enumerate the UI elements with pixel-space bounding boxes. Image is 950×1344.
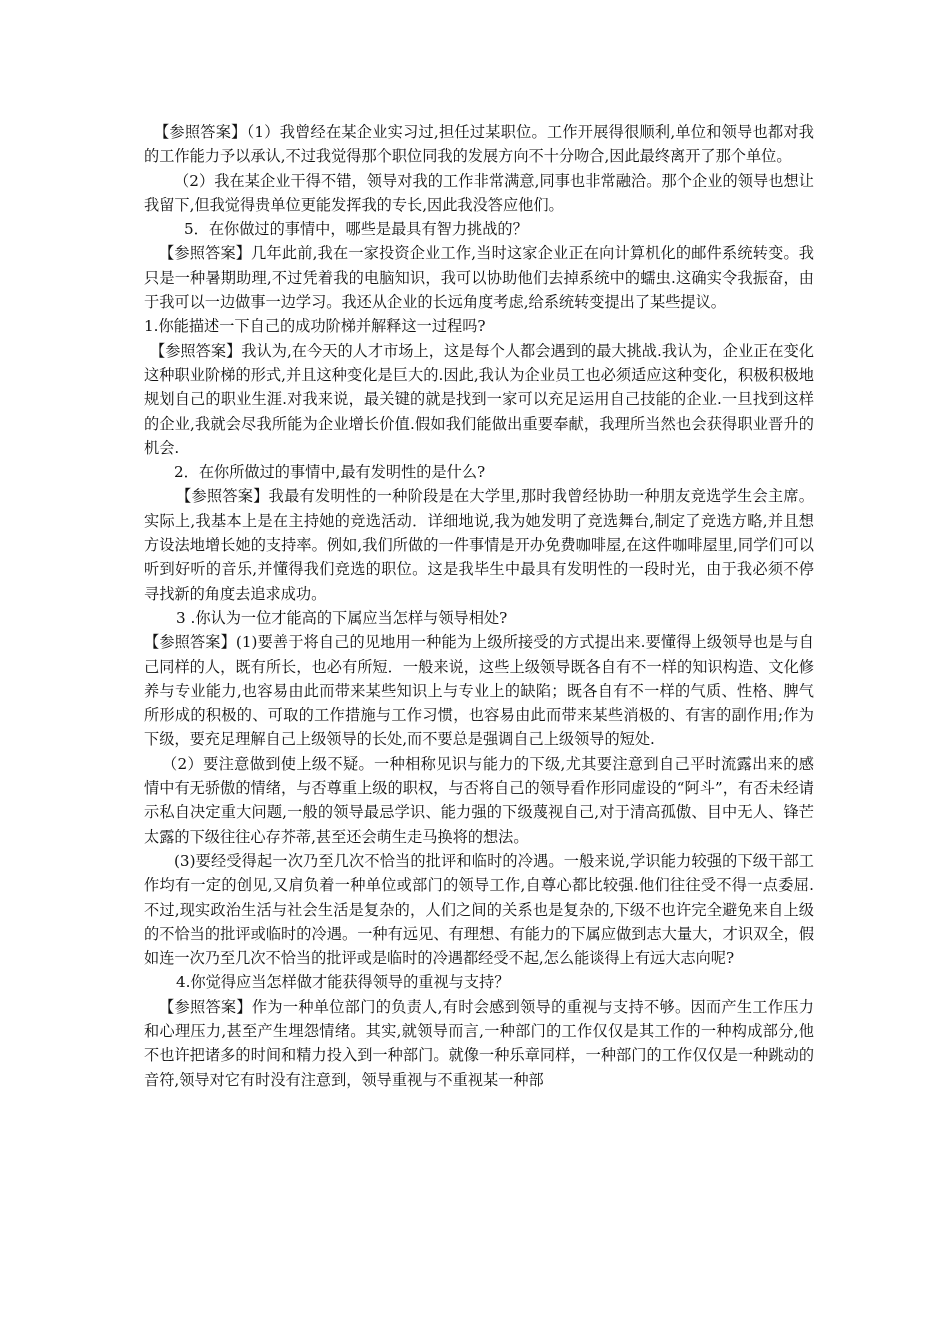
answer-paragraph-6: 【参照答案】(1)要善于将自己的见地用一种能为上级所接受的方式提出来.要懂得上级领导也是与自己同样的人，既有所长，也必有所短．一般来说，这些上级领导既各自有不一样的知识构造、文化修养与专业能力,也容易由此而带来某些知识上与专业上的缺陷；既各自有不一样的气质、性格、脾气所形成的积极的、可取的工作措施与工作习惯，也容易由此而带来某些消极的、有害的副作用;作为下级，要充足理解自己上级领导的长处,而不要总是强调自己上级领导的短处. <box>144 633 814 749</box>
answer-paragraph-3: 【参照答案】几年此前,我在一家投资企业工作,当时这家企业正在向计算机化的邮件系统转变。我只是一种暑期助理,不过凭着我的电脑知识，我可以协助他们去掉系统中的蠕虫.这确实令我振奋，由于我可以一边做事一边学习。我还从企业的长远角度考虑,给系统转变提出了某些提议。 <box>144 244 814 312</box>
question-1: 1.你能描述一下自己的成功阶梯并解释这一过程吗? <box>144 317 486 336</box>
answer-paragraph-5: 【参照答案】我最有发明性的一种阶段是在大学里,那时我曾经协助一种朋友竞选学生会主席。实际上,我基本上是在主持她的竞选活动．详细地说,我为她发明了竞选舞台,制定了竞选方略,并且想方设法地增长她的支持率。例如,我们所做的一件事情是开办免费咖啡屋,在这件咖啡屋里,同学们可以听到好听的音乐,并懂得我们竞选的职位。这是我毕生中最具有发明性的一段时光，由于我必须不停寻找新的角度去追求成功。 <box>144 487 814 603</box>
answer-paragraph-4: 【参照答案】我认为,在今天的人才市场上，这是每个人都会遇到的最大挑战.我认为，企业正在变化这种职业阶梯的形式,并且这种变化是巨大的.因此,我认为企业员工也必须适应这种变化，积极积极地规划自己的职业生涯.对我来说，最关键的就是找到一家可以充足运用自己技能的企业.一旦找到这样的企业,我就会尽我所能为企业增长价值.假如我们能做出重要奉献，我理所当然也会获得职业晋升的机会. <box>144 341 814 457</box>
question-2: 2．在你所做过的事情中,最有发明性的是什么? <box>174 463 486 482</box>
answer-paragraph-1: 【参照答案】（1）我曾经在某企业实习过,担任过某职位。工作开展得很顺利,单位和领导也都对我的工作能力予以承认,不过我觉得那个职位同我的发展方向不十分吻合,因此最终离开了那个单位。 <box>144 123 814 166</box>
question-5: 5．在你做过的事情中，哪些是最具有智力挑战的？ <box>184 220 528 239</box>
question-4: 4.你觉得应当怎样做才能获得领导的重视与支持？ <box>176 973 510 992</box>
answer-paragraph-9: 【参照答案】作为一种单位部门的负责人,有时会感到领导的重视与支持不够。因而产生工作压力和心理压力,甚至产生埋怨情绪。其实,就领导而言,一种部门的工作仅仅是其工作的一种构成部分,他不也许把诸多的时间和精力投入到一种部门。就像一种乐章同样，一种部门的工作仅仅是一种跳动的音符,领导对它有时没有注意到，领导重视与不重视某一种部 <box>144 997 814 1089</box>
document-page <box>144 120 814 1092</box>
answer-paragraph-7: （2）要注意做到使上级不疑。一种相称见识与能力的下级,尤其要注意到自己平时流露出来的感情中有无骄傲的情绪，与否尊重上级的职权，与否将自己的领导看作形同虚设的“阿斗”，有否未经请示私自决定重大问题,一般的领导最忌学识、能力强的下级蔑视自己,对于清高孤傲、目中无人、锋芒太露的下级往往心存芥蒂,甚至还会萌生走马换将的想法。 <box>144 754 814 846</box>
answer-paragraph-8: (3)要经受得起一次乃至几次不恰当的批评和临时的冷遇。一般来说,学识能力较强的下级干部工作均有一定的创见,又肩负着一种单位或部门的领导工作,自尊心都比较强.他们往往受不得一点委屈.不过,现实政治生活与社会生活是复杂的，人们之间的关系也是复杂的,下级不也许完全避免来自上级的不恰当的批评或临时的冷遇。一种有远见、有理想、有能力的下属应做到志大量大，才识双全，假如连一次乃至几次不恰当的批评或是临时的冷遇都经受不起,怎么能谈得上有远大志向呢? <box>144 851 814 968</box>
answer-paragraph-2: （2）我在某企业干得不错，领导对我的工作非常满意,同事也非常融洽。那个企业的领导也想让我留下,但我觉得贵单位更能发挥我的专长,因此我没答应他们。 <box>144 171 814 214</box>
question-3: 3 .你认为一位才能高的下属应当怎样与领导相处? <box>176 608 508 627</box>
